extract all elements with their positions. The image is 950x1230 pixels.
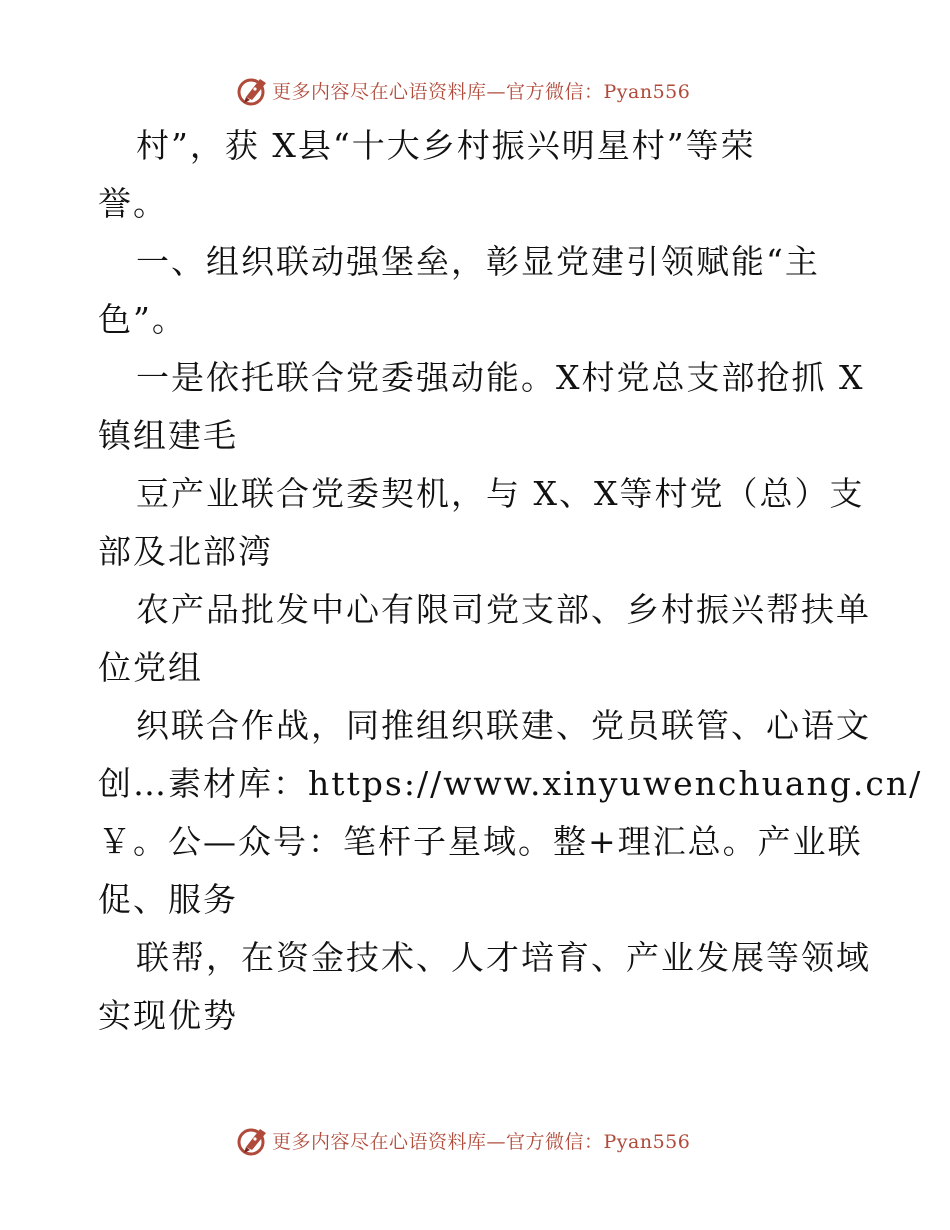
body-line: 促、服务: [98, 880, 238, 919]
footer-banner: [236, 1122, 690, 1158]
pen-nib-logo-icon: [236, 1123, 270, 1157]
body-line: ￥。公—众号：笔杆子星域。整+理汇总。产业联: [98, 822, 863, 861]
body-line: 织联合作战，同推组织联建、党员联管、心语文: [136, 706, 871, 745]
section-heading-line: 色”。: [98, 300, 187, 339]
footer-banner-text: 更多内容尽在心语资料库—官方微信：Pyan556: [272, 1130, 691, 1153]
body-line: 誉。: [98, 184, 168, 223]
body-line: 创…素材库：https://www.xinyuwenchuang.cn/: [98, 764, 923, 803]
body-line: 部及北部湾: [98, 532, 273, 571]
document-body: [98, 117, 923, 1045]
body-line: 联帮，在资金技术、人才培育、产业发展等领域: [136, 938, 871, 977]
body-line: 镇组建毛: [98, 416, 238, 455]
body-line: 实现优势: [98, 996, 238, 1035]
header-banner: [236, 72, 690, 108]
body-line: 豆产业联合党委契机，与 X、X等村党（总）支: [136, 474, 865, 513]
pen-nib-logo-icon: [236, 73, 270, 107]
body-line: 村”，获 X县“十大乡村振兴明星村”等荣: [136, 126, 756, 165]
body-line: 位党组: [98, 648, 203, 687]
body-line: 农产品批发中心有限司党支部、乡村振兴帮扶单: [136, 590, 871, 629]
section-heading-line: 一、组织联动强堡垒，彰显党建引领赋能“主: [136, 242, 820, 281]
body-line: 一是依托联合党委强动能。X村党总支部抢抓 X: [136, 358, 865, 397]
header-banner-text: 更多内容尽在心语资料库—官方微信：Pyan556: [272, 80, 691, 103]
